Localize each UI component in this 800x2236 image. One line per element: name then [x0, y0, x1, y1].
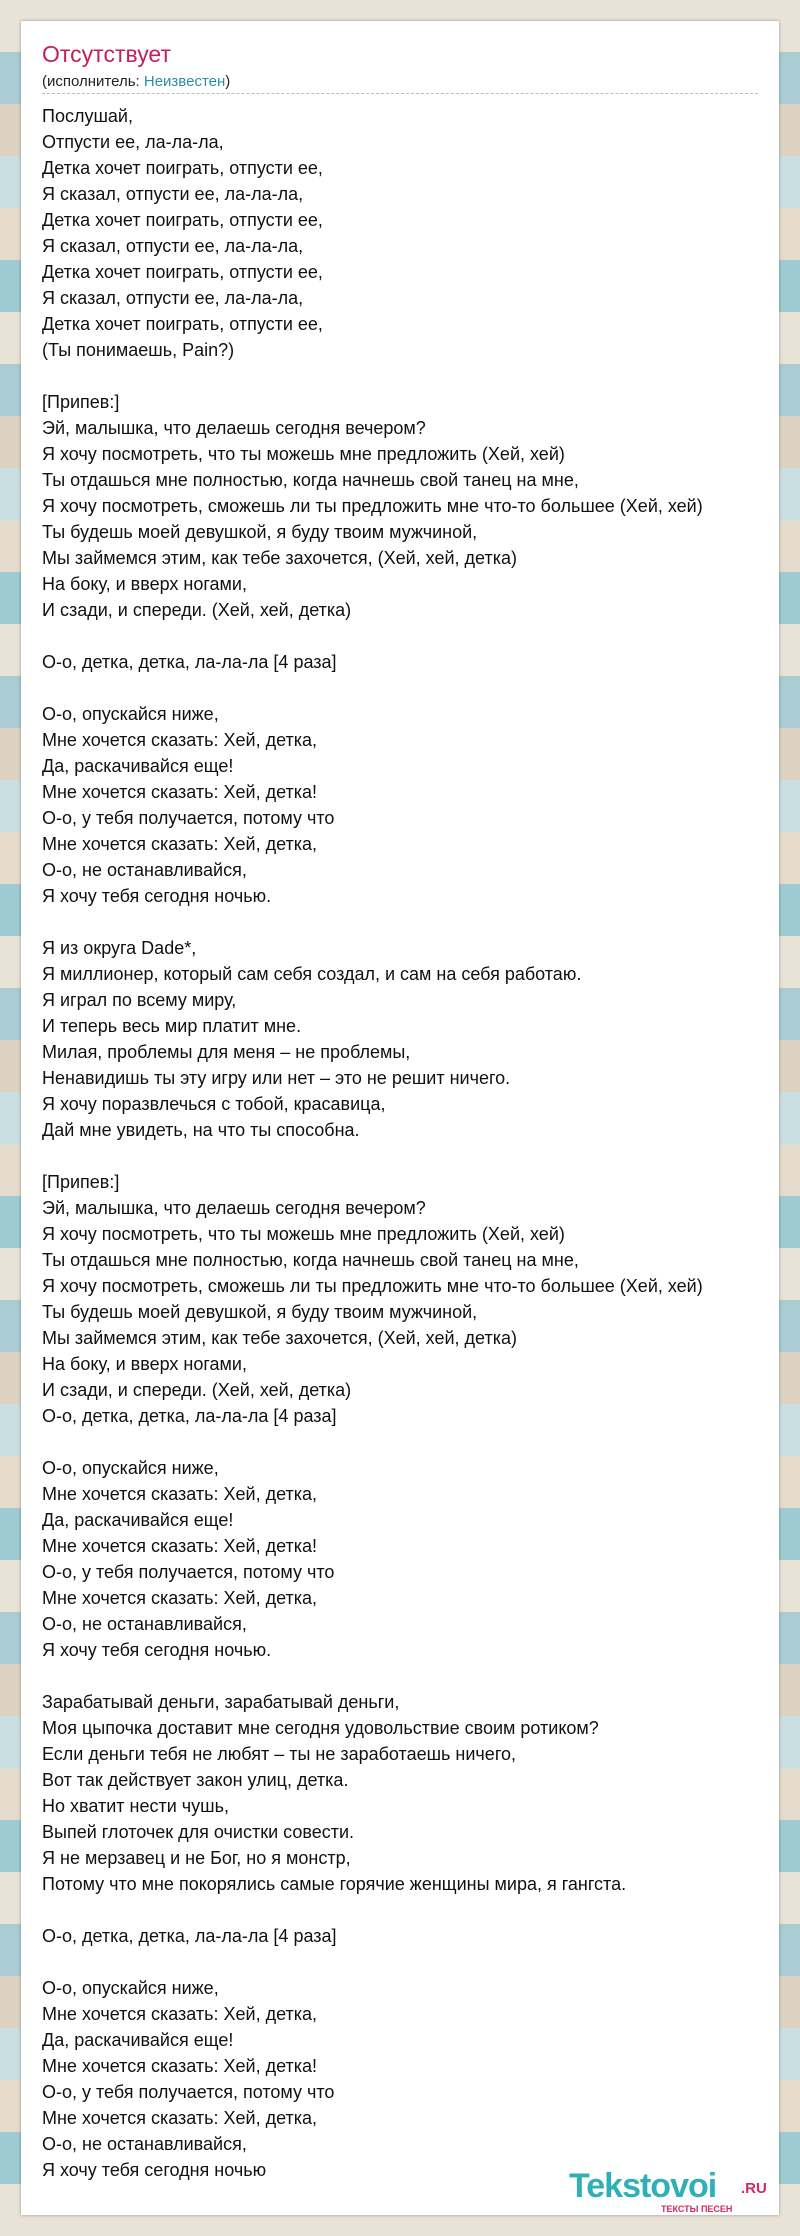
lyric-line: Мне хочется сказать: Хей, детка! — [42, 2056, 318, 2076]
lyric-line: Эй, малышка, что делаешь сегодня вечером? — [42, 418, 426, 438]
lyric-line: Детка хочет поиграть, отпусти ее, — [42, 314, 323, 334]
lyric-line: На боку, и вверх ногами, — [42, 574, 247, 594]
lyric-line: Мне хочется сказать: Хей, детка, — [42, 730, 318, 750]
lyric-line: Ты будешь моей девушкой, я буду твоим мужчиной, — [42, 522, 478, 542]
lyrics-card — [21, 21, 779, 2215]
lyric-line: Да, раскачивайся еще! — [42, 1510, 234, 1530]
lyric-line: (Ты понимаешь, Pain?) — [42, 340, 235, 360]
artist-prefix: (исполнитель: — [42, 73, 144, 90]
lyric-line: О-о, не останавливайся, — [42, 2134, 247, 2154]
lyric-line: Дай мне увидеть, на что ты способна. — [42, 1120, 360, 1140]
lyric-line: Ты отдашься мне полностью, когда начнешь свой танец на мне, — [42, 1250, 579, 1270]
lyric-line: О-о, у тебя получается, потому что — [42, 1562, 335, 1582]
lyric-line: И сзади, и спереди. (Хей, хей, детка) — [42, 600, 352, 620]
lyric-line: Я играл по всему миру, — [42, 990, 237, 1010]
lyric-line: Мы займемся этим, как тебе захочется, (Хей, хей, детка) — [42, 548, 517, 568]
lyric-line: Ненавидишь ты эту игру или нет – это не решит ничего. — [42, 1068, 511, 1088]
lyric-line: На боку, и вверх ногами, — [42, 1354, 247, 1374]
lyric-line: Мне хочется сказать: Хей, детка, — [42, 834, 318, 854]
lyric-line: Я не мерзавец и не Бог, но я монстр, — [42, 1848, 351, 1868]
lyric-line: Я хочу посмотреть, что ты можешь мне предложить (Хей, хей) — [42, 444, 565, 464]
artist-suffix: ) — [225, 73, 231, 90]
lyric-line: Я хочу тебя сегодня ночью. — [42, 886, 272, 906]
lyric-line: Отпусти ее, ла-ла-ла, — [42, 132, 224, 152]
lyric-line: Мне хочется сказать: Хей, детка, — [42, 2004, 318, 2024]
lyric-line: Детка хочет поиграть, отпусти ее, — [42, 262, 323, 282]
site-logo[interactable] — [569, 2168, 769, 2214]
lyric-line: Послушай, — [42, 106, 133, 126]
lyric-line: Мне хочется сказать: Хей, детка, — [42, 1588, 318, 1608]
lyric-line: Да, раскачивайся еще! — [42, 756, 234, 776]
lyric-line: Моя цыпочка доставит мне сегодня удовольствие своим ротиком? — [42, 1718, 599, 1738]
lyric-line: Мне хочется сказать: Хей, детка! — [42, 782, 318, 802]
lyric-line: Если деньги тебя не любят – ты не заработаешь ничего, — [42, 1744, 516, 1764]
header-divider — [42, 93, 758, 94]
lyric-line: Мне хочется сказать: Хей, детка, — [42, 1484, 318, 1504]
lyric-line: И теперь весь мир платит мне. — [42, 1016, 302, 1036]
lyric-line: Выпей глоточек для очистки совести. — [42, 1822, 355, 1842]
lyric-line: О-о, не останавливайся, — [42, 860, 247, 880]
lyric-line: И сзади, и спереди. (Хей, хей, детка) — [42, 1380, 352, 1400]
song-title: Отсутствует — [42, 41, 171, 67]
lyric-line: Я хочу поразвлечься с тобой, красавица, — [42, 1094, 386, 1114]
artist-link[interactable]: Неизвестен — [143, 73, 226, 90]
lyric-line: Эй, малышка, что делаешь сегодня вечером? — [42, 1198, 426, 1218]
lyric-line: Я сказал, отпусти ее, ла-ла-ла, — [42, 184, 304, 204]
lyric-line: Я сказал, отпусти ее, ла-ла-ла, — [42, 236, 304, 256]
lyric-line: Я сказал, отпусти ее, ла-ла-ла, — [42, 288, 304, 308]
lyric-line: Но хватит нести чушь, — [42, 1796, 229, 1816]
lyric-line: О-о, опускайся ниже, — [42, 1458, 219, 1478]
lyric-line: Ты отдашься мне полностью, когда начнешь свой танец на мне, — [42, 470, 579, 490]
lyric-line: Мы займемся этим, как тебе захочется, (Хей, хей, детка) — [42, 1328, 517, 1348]
lyric-line: Я миллионер, который сам себя создал, и сам на себя работаю. — [42, 964, 582, 984]
lyric-line: О-о, опускайся ниже, — [42, 1978, 219, 1998]
lyric-line: [Припев:] — [42, 392, 120, 412]
lyric-line: Я хочу посмотреть, сможешь ли ты предложить мне что-то большее (Хей, хей) — [42, 496, 703, 516]
artist-line — [42, 73, 230, 90]
lyric-line: О-о, детка, детка, ла-ла-ла [4 раза] — [42, 1926, 337, 1946]
lyric-line: О-о, не останавливайся, — [42, 1614, 247, 1634]
lyric-line: Ты будешь моей девушкой, я буду твоим мужчиной, — [42, 1302, 478, 1322]
lyric-line: Я хочу тебя сегодня ночью. — [42, 1640, 272, 1660]
logo-wordmark: Tekstovoi — [569, 2167, 717, 2205]
lyric-line: Я из округа Dade*, — [42, 938, 197, 958]
lyric-line: Милая, проблемы для меня – не проблемы, — [42, 1042, 411, 1062]
logo-domain: .RU — [741, 2180, 767, 2197]
lyric-line: Детка хочет поиграть, отпусти ее, — [42, 158, 323, 178]
lyric-line: Я хочу посмотреть, что ты можешь мне предложить (Хей, хей) — [42, 1224, 565, 1244]
logo-tagline: ТЕКСТЫ ПЕСЕН — [661, 2204, 733, 2214]
lyric-line: Мне хочется сказать: Хей, детка, — [42, 2108, 318, 2128]
lyric-line: Я хочу посмотреть, сможешь ли ты предложить мне что-то большее (Хей, хей) — [42, 1276, 703, 1296]
lyrics-text — [42, 103, 703, 2183]
lyric-line: О-о, у тебя получается, потому что — [42, 808, 335, 828]
lyric-line: О-о, у тебя получается, потому что — [42, 2082, 335, 2102]
lyric-line: Мне хочется сказать: Хей, детка! — [42, 1536, 318, 1556]
lyric-line: О-о, детка, детка, ла-ла-ла [4 раза] — [42, 652, 337, 672]
lyric-line: Зарабатывай деньги, зарабатывай деньги, — [42, 1692, 400, 1712]
lyric-line: О-о, опускайся ниже, — [42, 704, 219, 724]
lyric-line: Да, раскачивайся еще! — [42, 2030, 234, 2050]
lyric-line: О-о, детка, детка, ла-ла-ла [4 раза] — [42, 1406, 337, 1426]
lyric-line: [Припев:] — [42, 1172, 120, 1192]
lyric-line: Вот так действует закон улиц, детка. — [42, 1770, 349, 1790]
lyric-line: Я хочу тебя сегодня ночью — [42, 2160, 267, 2180]
lyric-line: Потому что мне покорялись самые горячие женщины мира, я гангста. — [42, 1874, 627, 1894]
lyric-line: Детка хочет поиграть, отпусти ее, — [42, 210, 323, 230]
